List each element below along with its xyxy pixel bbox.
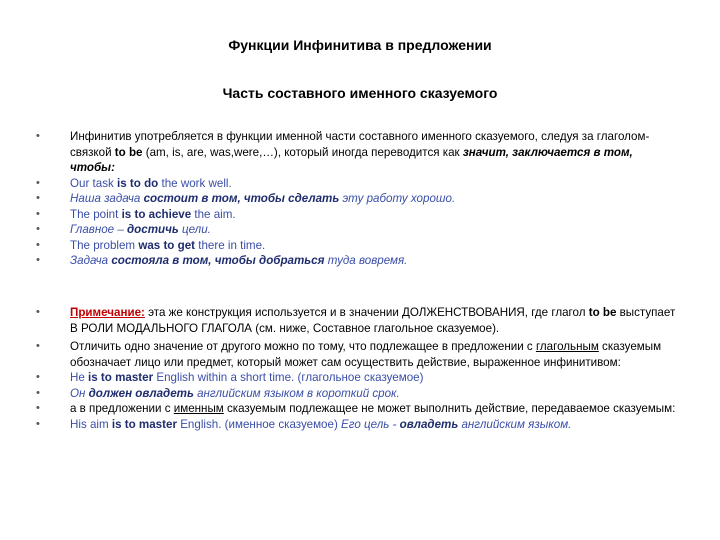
list-item-example-ru — [36, 253, 676, 269]
list-item-example-en — [36, 238, 676, 254]
text-run: Инфинитив употребляется в функции именной части составного именного сказуемого, следуя за глаголом-связкой — [70, 130, 650, 159]
text-run: туда вовремя. — [324, 254, 408, 267]
text-run: Он — [70, 386, 89, 400]
text-run-italic: английским языком. — [458, 417, 572, 431]
text-run: эта же конструкция используется и в значении ДОЛЖЕНСТВОВАНИЯ, где глагол — [144, 306, 589, 319]
text-run: Главное – — [70, 223, 128, 236]
text-run: He — [70, 371, 89, 384]
text-run: The point — [70, 207, 122, 221]
list-item-nominal — [36, 401, 676, 417]
slide-subtitle: Часть составного именного сказуемого — [222, 85, 498, 101]
list-item-example-en — [36, 207, 676, 223]
list-item-example-en — [36, 417, 676, 433]
text-run-bold: to be — [588, 306, 617, 319]
text-run: English within a short time. (глагольное сказуемое) — [153, 371, 424, 384]
text-run: цели. — [178, 223, 211, 236]
list-item-example-ru — [36, 222, 676, 238]
text-run: эту работу хорошо. — [339, 192, 456, 205]
list-item-distinction — [36, 339, 676, 370]
text-run-predicate: is to achieve — [121, 207, 192, 221]
list-item-example-ru — [36, 191, 676, 207]
list-item-intro — [36, 129, 676, 176]
text-run: а в предложении с — [70, 402, 174, 415]
text-run: английским языком в короткий срок. — [193, 386, 400, 400]
text-run: Задача — [70, 254, 112, 267]
text-run-predicate: is to master — [88, 371, 154, 384]
text-run-italic: Его цель - — [341, 417, 400, 431]
text-run-bold-italic: значит, заключается в том, чтобы: — [70, 145, 633, 174]
text-run: выступает В РОЛИ МОДАЛЬНОГО ГЛАГОЛА (см. ниже, Составное глагольное сказуемое). — [70, 306, 676, 335]
text-run-underlined: глагольным — [535, 340, 599, 353]
bullet-list-note — [36, 305, 676, 432]
text-run: сказуемым подлежащее не может выполнить действие, передаваемое сказуемым: — [223, 402, 676, 415]
text-run-predicate: was to get — [138, 238, 196, 252]
note-label: Примечание: — [70, 306, 145, 319]
text-run: (am, is, are, was,were,…), который иногда переводится как — [142, 145, 463, 159]
text-run: His aim — [70, 417, 112, 431]
text-run: The problem — [70, 238, 139, 252]
list-item-example-en — [36, 176, 676, 192]
text-run: the work well. — [158, 176, 232, 190]
text-run-bold: to be — [114, 145, 143, 159]
text-run-predicate: состоит в том, чтобы сделать — [143, 192, 340, 205]
text-run-predicate: is to master — [111, 417, 177, 431]
text-run-predicate: состояла в том, чтобы добраться — [111, 254, 325, 267]
text-run-predicate: должен овладеть — [88, 386, 194, 400]
text-run: Our task — [70, 176, 118, 190]
text-run: there in time. — [195, 238, 266, 252]
text-run: сказуемым обозначает лицо или предмет, который может сам осуществить действие, выраженное инфинитивом: — [70, 340, 662, 369]
list-item-note — [36, 305, 676, 336]
text-run: the aim. — [191, 207, 236, 221]
text-run-predicate: достичь — [127, 223, 179, 236]
list-item-example-ru — [36, 386, 676, 402]
text-run: Отличить одно значение от другого можно по тому, что подлежащее в предложении с — [70, 340, 536, 353]
text-run: Наша задача — [70, 192, 144, 205]
text-run-predicate: овладеть — [399, 417, 459, 431]
text-run-predicate: is to do — [117, 176, 159, 190]
text-run: English. (именное сказуемое) — [176, 417, 342, 431]
bullet-list-main — [36, 129, 676, 269]
slide-title: Функции Инфинитива в предложении — [228, 37, 492, 53]
list-item-example-en — [36, 370, 676, 386]
text-run-underlined: именным — [173, 402, 224, 415]
